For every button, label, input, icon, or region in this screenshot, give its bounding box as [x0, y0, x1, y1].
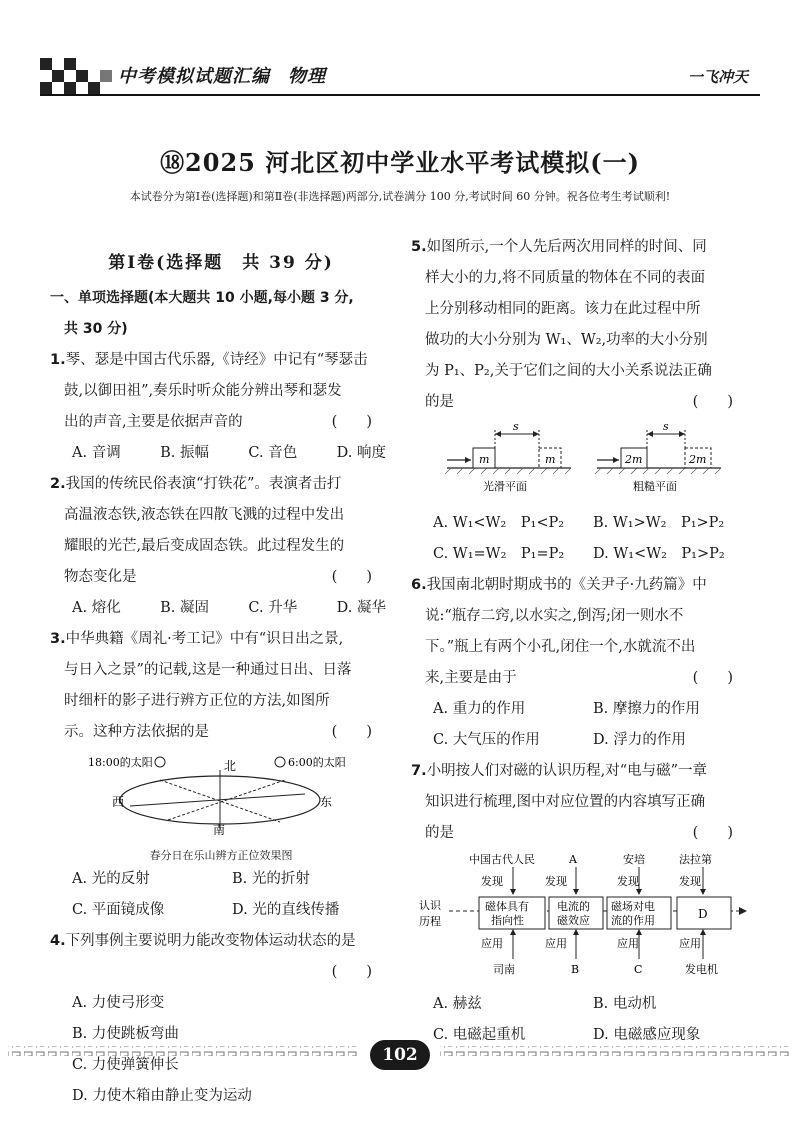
- option-b[interactable]: B. 电动机: [593, 996, 657, 1012]
- options: [50, 593, 392, 624]
- block-push-figure: [411, 418, 753, 496]
- top-label-4: 法拉第: [679, 853, 712, 866]
- page-number: 102: [370, 1040, 430, 1070]
- question-2: 2.我国的传统民俗表演“打铁花”。表演者击打 高温液态铁,液态铁在四散飞溅的过程中发出 耀眼的光芒,最后变成固态铁。此过程发生的 物态变化是 ( ) A. 熔化 B. 凝固 C. 升华 D. 凝华: [50, 469, 392, 624]
- bottom-label-b: B: [571, 963, 580, 976]
- south-label: 南: [213, 823, 226, 836]
- options: [50, 438, 392, 469]
- box2-line1: 电流的: [557, 900, 590, 913]
- discover-label-1: 发现: [481, 875, 503, 888]
- option-b[interactable]: B. 光的折射: [232, 871, 310, 887]
- box1-line1: 磁体具有: [485, 900, 529, 913]
- question-3: 3.中华典籍《周礼·考工记》中有“识日出之景, 与日入之景”的记载,这是一种通过日出、日落 时细杆的影子进行辨方正位的方法,如图所 示。这种方法依据的是 ( ) 18:00的太阳 6:00的太阳 北 西 东 南 春分日在乐山辨方正位效果图 A. 光的反射 B. 光的折射 C. 平面镜成像 D. 光的直线传播: [50, 624, 392, 926]
- right-column: [411, 232, 753, 1051]
- exam-title: ⑱2025 河北区初中学业水平考试模拟(一): [160, 148, 640, 177]
- answer-bracket[interactable]: ( ): [331, 569, 372, 585]
- mass-label-2-ghost: 2m: [689, 453, 707, 466]
- sun-ellipse-diagram: [50, 750, 392, 836]
- header-rule: [40, 94, 760, 96]
- answer-bracket[interactable]: ( ): [331, 414, 372, 430]
- option-a[interactable]: A. 音调: [72, 445, 121, 461]
- surface-label-smooth: 光滑平面: [483, 480, 527, 493]
- surface-label-rough: 粗糙平面: [633, 480, 677, 493]
- discover-label-4: 发现: [679, 875, 701, 888]
- answer-bracket[interactable]: ( ): [331, 724, 372, 740]
- answer-bracket[interactable]: ( ): [692, 670, 733, 686]
- answer-bracket[interactable]: ( ): [692, 825, 733, 841]
- apply-label-3: 应用: [617, 937, 639, 950]
- options: [411, 694, 753, 756]
- apply-label-1: 应用: [481, 937, 503, 950]
- option-d[interactable]: D. 力使木箱由静止变为运动: [72, 1088, 252, 1104]
- top-label-a: A: [569, 853, 577, 866]
- option-d[interactable]: D. W₁<W₂ P₁>P₂: [593, 546, 725, 562]
- section-title: 第Ⅰ卷(选择题 共 39 分): [108, 253, 334, 273]
- side-label-2: 历程: [419, 915, 441, 928]
- checker-decoration-icon: [40, 58, 112, 94]
- option-a[interactable]: A. 重力的作用: [433, 701, 526, 717]
- mass-label-1: m: [479, 453, 490, 466]
- answer-bracket[interactable]: ( ): [692, 394, 733, 410]
- mass-label-2: 2m: [625, 453, 643, 466]
- option-b[interactable]: B. 力使跳板弯曲: [72, 1026, 179, 1042]
- apply-label-2: 应用: [545, 937, 567, 950]
- option-c[interactable]: C. W₁=W₂ P₁=P₂: [433, 546, 565, 562]
- question-5: 5.如图所示,一个人先后两次用同样的时间、同 样大小的力,将不同质量的物体在不同的表面 上分别移动相同的距离。该力在此过程中所 做功的大小分别为 W₁、W₂,功率的大小分别 为 P₁、P₂,关于它们之间的大小关系说法正确 的是 ( ) s m m 光滑平面 s 2m 2m 粗糙平面 A. W₁<W₂ P₁<P₂ B. W₁>W₂ P₁>P₂ C. W₁=W₂ P₁=P₂ D. W₁<W₂ P₁>P₂: [411, 232, 753, 570]
- question-7: 7.小明按人们对磁的认识历程,对“电与磁”一章 知识进行梳理,图中对应位置的内容填写正确 的是 ( ) 中国古代人民 A 安培 法拉第 发现 发现 发现 发现 认识 历程 磁体具有 指向性 电流的 磁效应 磁场对电 流的作用 D 应用 应用 应用 应用 司南 B C 发电机 A. 赫兹 B. 电动机 C. 电磁起重机 D. 电磁感应现象: [411, 756, 753, 1051]
- subject-label: 物理: [288, 66, 326, 87]
- option-a[interactable]: A. 力使弓形变: [72, 995, 165, 1011]
- discover-label-2: 发现: [545, 875, 567, 888]
- top-label-1: 中国古代人民: [469, 853, 535, 866]
- box1-line2: 指向性: [491, 914, 524, 927]
- answer-bracket[interactable]: ( ): [331, 964, 372, 980]
- option-b[interactable]: B. 摩擦力的作用: [593, 701, 700, 717]
- distance-label-1: s: [513, 420, 519, 433]
- options: [50, 864, 392, 926]
- bottom-label-4: 发电机: [685, 963, 718, 976]
- magnetism-flow-diagram: [411, 849, 753, 977]
- apply-label-4: 应用: [679, 937, 701, 950]
- option-c[interactable]: C. 平面镜成像: [72, 902, 165, 918]
- left-column: [50, 248, 392, 1112]
- option-b[interactable]: B. 凝固: [160, 600, 209, 616]
- distance-label-2: s: [663, 420, 669, 433]
- sun-left-label: 18:00的太阳: [88, 756, 153, 769]
- option-b[interactable]: B. W₁>W₂ P₁>P₂: [593, 515, 725, 531]
- option-c[interactable]: C. 大气压的作用: [433, 732, 540, 748]
- option-d[interactable]: D. 光的直线传播: [232, 902, 340, 918]
- exam-intro: 本试卷分为第Ⅰ卷(选择题)和第Ⅱ卷(非选择题)两部分,试卷满分 100 分,考试时间 60 分钟。祝各位考生考试顺利!: [129, 190, 671, 203]
- east-label: 东: [320, 795, 333, 809]
- series-title: 中考模拟试题汇编 物理: [118, 66, 326, 87]
- question-6: 6.我国南北朝时期成书的《关尹子·九药篇》中 说:“瓶存二窍,以水实之,倒泻;闭一则水不 下。”瓶上有两个小孔,闭住一个,水就流不出 来,主要是由于 ( ) A. 重力的作用 B. 摩擦力的作用 C. 大气压的作用 D. 浮力的作用: [411, 570, 753, 756]
- brand-logo: 一飞冲天: [687, 68, 748, 86]
- option-d[interactable]: D. 响度: [336, 445, 386, 461]
- discover-label-3: 发现: [617, 875, 639, 888]
- option-c[interactable]: C. 音色: [248, 445, 298, 461]
- option-b[interactable]: B. 振幅: [160, 445, 209, 461]
- option-c[interactable]: C. 力使弹簧伸长: [72, 1057, 179, 1073]
- options: [411, 508, 753, 570]
- bottom-label-1: 司南: [493, 963, 515, 976]
- side-label-1: 认识: [419, 899, 441, 912]
- north-label: 北: [224, 759, 237, 773]
- box4-label: D: [698, 907, 708, 921]
- option-a[interactable]: A. 熔化: [72, 600, 121, 616]
- bottom-label-c: C: [634, 963, 643, 976]
- option-d[interactable]: D. 浮力的作用: [593, 732, 686, 748]
- part-title: 一、单项选择题(本大题共 10 小题,每小题 3 分, 共 30 分): [50, 290, 354, 337]
- top-label-3: 安培: [623, 853, 645, 866]
- option-c[interactable]: C. 电磁起重机: [433, 1027, 526, 1043]
- sun-direction-figure: [50, 750, 392, 864]
- figure-caption: 春分日在乐山辨方正位效果图: [149, 849, 293, 862]
- option-d[interactable]: D. 凝华: [336, 600, 386, 616]
- box3-line2: 流的作用: [611, 914, 655, 927]
- option-a[interactable]: A. 光的反射: [72, 871, 150, 887]
- question-4: 4.下列事例主要说明力能改变物体运动状态的是 ( ) A. 力使弓形变 B. 力使跳板弯曲 C. 力使弹簧伸长 D. 力使木箱由静止变为运动: [50, 926, 392, 1112]
- west-label: 西: [112, 795, 125, 809]
- page-header: [0, 0, 800, 120]
- option-c[interactable]: C. 升华: [248, 600, 298, 616]
- question-1: 1.琴、瑟是中国古代乐器,《诗经》中记有“琴瑟击 鼓,以御田祖”,奏乐时听众能分辨出琴和瑟发 出的声音,主要是依据声音的 ( ) A. 音调 B. 振幅 C. 音色 D. 响度: [50, 345, 392, 469]
- option-d[interactable]: D. 电磁感应现象: [593, 1027, 701, 1043]
- box2-line2: 磁效应: [557, 914, 590, 927]
- mass-label-1-ghost: m: [545, 453, 556, 466]
- option-a[interactable]: A. 赫兹: [433, 996, 482, 1012]
- box3-line1: 磁场对电: [611, 900, 655, 913]
- option-a[interactable]: A. W₁<W₂ P₁<P₂: [433, 515, 565, 531]
- sun-right-label: 6:00的太阳: [288, 756, 346, 769]
